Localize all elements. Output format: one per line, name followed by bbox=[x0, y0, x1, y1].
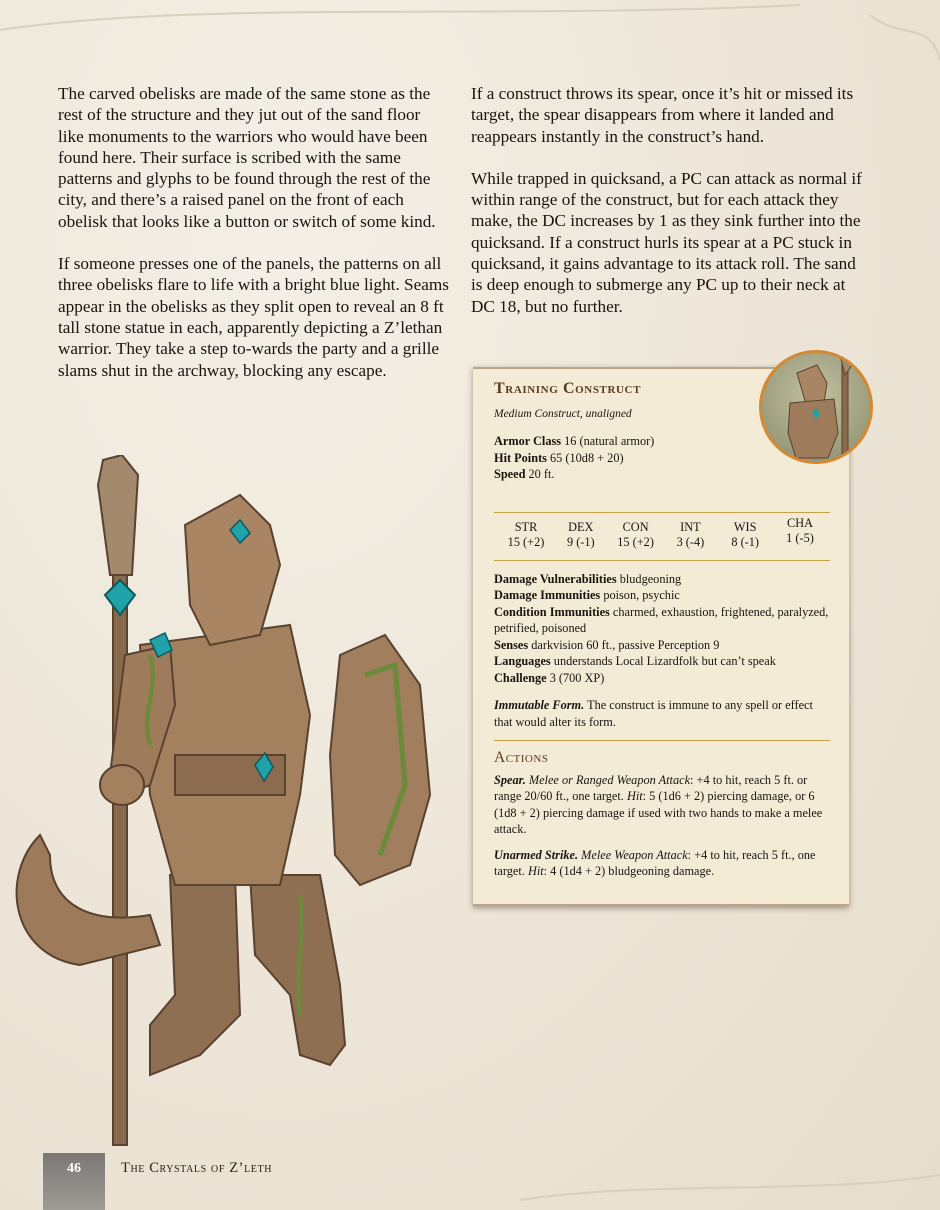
condition-immunities: Condition Immunities charmed, exhaustion, frightened, paralyzed, petrified, poisoned bbox=[494, 604, 829, 635]
spear-shaft bbox=[113, 565, 127, 1145]
construct-portrait bbox=[759, 350, 873, 464]
divider-rule bbox=[494, 512, 830, 513]
action-unarmed-strike: Unarmed Strike. Melee Weapon Attack: +4 to hit, reach 5 ft., one target. Hit: 4 (1d4 + 2) bludgeoning damage. bbox=[494, 847, 816, 878]
ability-int: INT 3 (-4) bbox=[676, 519, 705, 549]
ability-wis: WIS 8 (-1) bbox=[731, 519, 760, 549]
trait-immutable-form: Immutable Form. The construct is immune to any spell or effect that would alter its form. bbox=[494, 698, 813, 729]
armor-class: Armor Class 16 (natural armor) bbox=[494, 434, 655, 448]
actions-heading: Actions bbox=[494, 749, 549, 766]
speed: Speed 20 ft. bbox=[494, 467, 555, 481]
construct-hand bbox=[100, 765, 144, 805]
ability-cha: CHA 1 (-5) bbox=[786, 515, 814, 545]
training-construct-illustration bbox=[0, 455, 460, 1155]
damage-vulnerabilities: Damage Vulnerabilities bludgeoning bbox=[494, 571, 682, 586]
construct-tail bbox=[17, 835, 160, 965]
construct-head bbox=[185, 495, 280, 645]
left-text-column bbox=[58, 83, 450, 402]
right-paragraph-1: If a construct throws its spear, once it’s hit or missed its target, the spear disappears from where it landed and reappears instantly in the construct’s hand. bbox=[471, 84, 854, 146]
action-spear: Spear. Melee or Ranged Weapon Attack: +4 to hit, reach 5 ft. or range 20/60 ft., one target. Hit: 5 (1d6 + 2) piercing damage, or 6 (1d8 + 2) piercing damage if used with two hands to make a melee attack. bbox=[494, 772, 823, 836]
ability-con: CON 15 (+2) bbox=[617, 519, 654, 549]
page-number-tab: 46 bbox=[43, 1153, 105, 1210]
hit-points: Hit Points 65 (10d8 + 20) bbox=[494, 450, 624, 465]
damage-immunities: Damage Immunities poison, psychic bbox=[494, 588, 680, 602]
construct-left-leg bbox=[150, 875, 240, 1075]
spear-head bbox=[98, 455, 138, 575]
divider-rule bbox=[494, 740, 830, 741]
chapter-footer-title: The Crystals of Z’leth bbox=[121, 1160, 273, 1176]
statblock-title: Training Construct bbox=[494, 380, 642, 397]
portrait-figure bbox=[762, 353, 870, 461]
languages: Languages understands Local Lizardfolk but can’t speak bbox=[494, 654, 776, 668]
senses: Senses darkvision 60 ft., passive Perception 9 bbox=[494, 637, 720, 652]
ability-dex: DEX 9 (-1) bbox=[566, 519, 595, 549]
right-text-column bbox=[471, 83, 863, 338]
right-paragraph-2: While trapped in quicksand, a PC can attack as normal if within range of the construct, but for each attack they make, the DC increases by 1 as they sink further into the quicksand. If a construct hurls its spear at a PC stuck in quicksand, it gains advantage to its attack roll. The sand is deep enough to submerge any PC up to their neck at DC 18, but no further. bbox=[471, 168, 862, 316]
statblock-type: Medium Construct, unaligned bbox=[494, 407, 632, 420]
divider-rule bbox=[494, 560, 830, 561]
spear-crystal bbox=[105, 580, 135, 615]
ability-str: STR 15 (+2) bbox=[507, 519, 545, 549]
left-paragraph-1: The carved obelisks are made of the same stone as the rest of the structure and they jut out of the sand floor like monuments to the warriors who would have been found here. Their surface is scribed with the same patterns and glyphs to be found through the rest of the city, and there’s a raised panel on the front of each obelisk that looks like a button or switch of some kind. bbox=[58, 84, 436, 231]
ability-scores bbox=[494, 515, 830, 550]
challenge: Challenge 3 (700 XP) bbox=[494, 670, 605, 685]
left-paragraph-2: If someone presses one of the panels, the patterns on all three obelisks flare to life with a bright blue light. Seams appear in the obelisks as they split open to reveal an 8 ft tall stone statue in each, apparently depicting a Z’lethan warrior. They take a step to-wards the party and a grille slams shut in the archway, blocking any escape. bbox=[58, 254, 449, 380]
